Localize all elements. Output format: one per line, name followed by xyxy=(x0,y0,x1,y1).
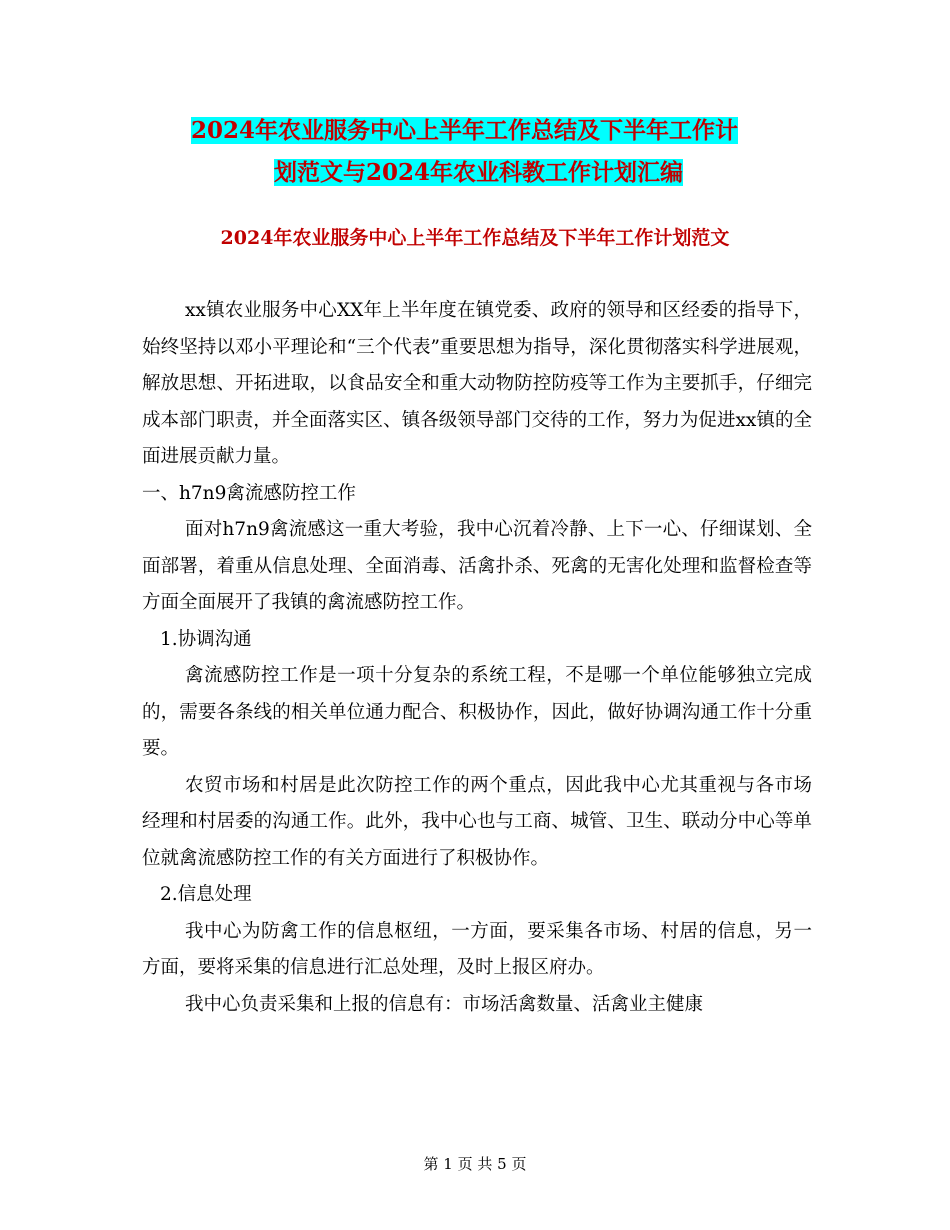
paragraph-coordination-2: 农贸市场和村居是此次防控工作的两个重点，因此我中心尤其重视与各市场经理和村居委的沟通工作。此外，我中心也与工商、城管、卫生、联动分中心等单位就禽流感防控工作的有关方面进行了积极协作。 xyxy=(142,774,812,869)
document-body xyxy=(142,293,812,1023)
page-footer: 第 1 页 共 5 页 xyxy=(423,1155,527,1173)
document-title-line-1: 2024年农业服务中心上半年工作总结及下半年工作计 xyxy=(191,117,739,144)
section-title: 2024年农业服务中心上半年工作总结及下半年工作计划范文 xyxy=(220,227,730,249)
paragraph-information-2: 我中心负责采集和上报的信息有：市场活禽数量、活禽业主健康 xyxy=(185,993,704,1015)
paragraph-information-1: 我中心为防禽工作的信息枢纽，一方面，要采集各市场、村居的信息，另一方面，要将采集的信息进行汇总处理，及时上报区府办。 xyxy=(142,920,812,978)
document-title xyxy=(150,110,850,194)
subheading-information: 2.信息处理 xyxy=(160,884,252,905)
paragraph-intro: xx镇农业服务中心XX年上半年度在镇党委、政府的领导和区经委的指导下，始终坚持以邓小平理论和“三个代表”重要思想为指导，深化贯彻落实科学进展观，解放思想、开拓进取，以食品安全和重大动物防控防疫等工作为主要抓手，仔细完成本部门职责，并全面落实区、镇各级领导部门交待的工作，努力为促进xx镇的全面进展贡献力量。 xyxy=(142,300,812,467)
document-title-line-2: 划范文与2024年农业科教工作计划汇编 xyxy=(274,159,684,186)
paragraph-coordination-1: 禽流感防控工作是一项十分复杂的系统工程，不是哪一个单位能够独立完成的，需要各条线的相关单位通力配合、积极协作，因此，做好协调沟通工作十分重要。 xyxy=(142,665,812,759)
heading-h7n9: 一、h7n9禽流感防控工作 xyxy=(142,482,356,504)
subheading-coordination: 1.协调沟通 xyxy=(160,628,252,650)
paragraph-h7n9: 面对h7n9禽流感这一重大考验，我中心沉着冷静、上下一心、仔细谋划、全面部署，着重从信息处理、全面消毒、活禽扑杀、死禽的无害化处理和监督检查等方面全面展开了我镇的禽流感防控工作。 xyxy=(142,519,812,613)
